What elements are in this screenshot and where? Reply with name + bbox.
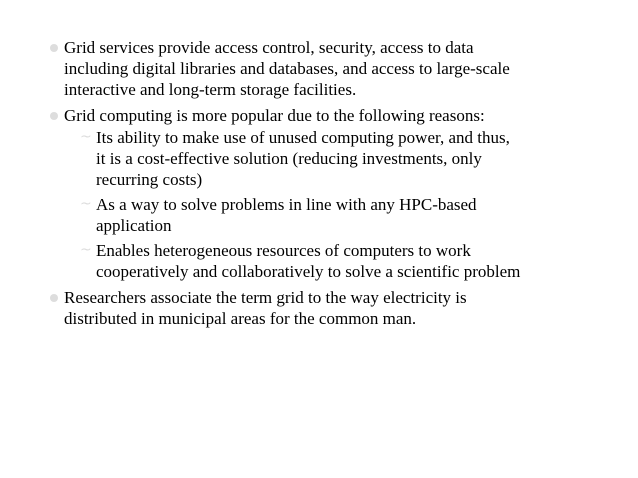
sub-bullet-text-line: application [96, 216, 172, 235]
sub-bullet-unused-computing-power [64, 127, 604, 190]
bullet-text-line: Grid services provide access control, security, access to data [64, 38, 474, 57]
sub-bullet-text-line: it is a cost-effective solution (reducing investments, only [96, 149, 482, 168]
bullet-dot-icon [50, 294, 58, 302]
bullet-grid-services [44, 37, 604, 100]
bullet-grid-popularity [44, 105, 604, 282]
sub-bullet-text-line: Enables heterogeneous resources of computers to work [96, 241, 471, 260]
bullet-text-line: distributed in municipal areas for the common man. [64, 309, 417, 328]
bullet-dot-icon [50, 112, 58, 120]
tilde-dash-icon: ~ [80, 242, 92, 258]
bullet-text-line: Grid computing is more popular due to the following reasons: [64, 106, 485, 125]
bullet-text-line: including digital libraries and databases, and access to large-scale [64, 59, 510, 78]
sub-bullet-text-line: Its ability to make use of unused computing power, and thus, [96, 128, 510, 147]
tilde-dash-icon: ~ [80, 129, 92, 145]
sub-bullet-text-line: cooperatively and collaboratively to solve a scientific problem [96, 262, 521, 281]
sub-bullet-list [64, 127, 604, 282]
bullet-text-line: Researchers associate the term grid to the way electricity is [64, 288, 467, 307]
sub-bullet-hpc-application [64, 194, 604, 236]
sub-bullet-heterogeneous-resources [64, 240, 604, 282]
bullet-researchers-electricity [44, 287, 604, 329]
sub-bullet-text-line: As a way to solve problems in line with any HPC-based [96, 195, 477, 214]
bullet-dot-icon [50, 44, 58, 52]
tilde-dash-icon: ~ [80, 196, 92, 212]
bullet-text-line: interactive and long-term storage facilities. [64, 80, 357, 99]
slide-content [44, 37, 604, 334]
sub-bullet-text-line: recurring costs) [96, 170, 203, 189]
